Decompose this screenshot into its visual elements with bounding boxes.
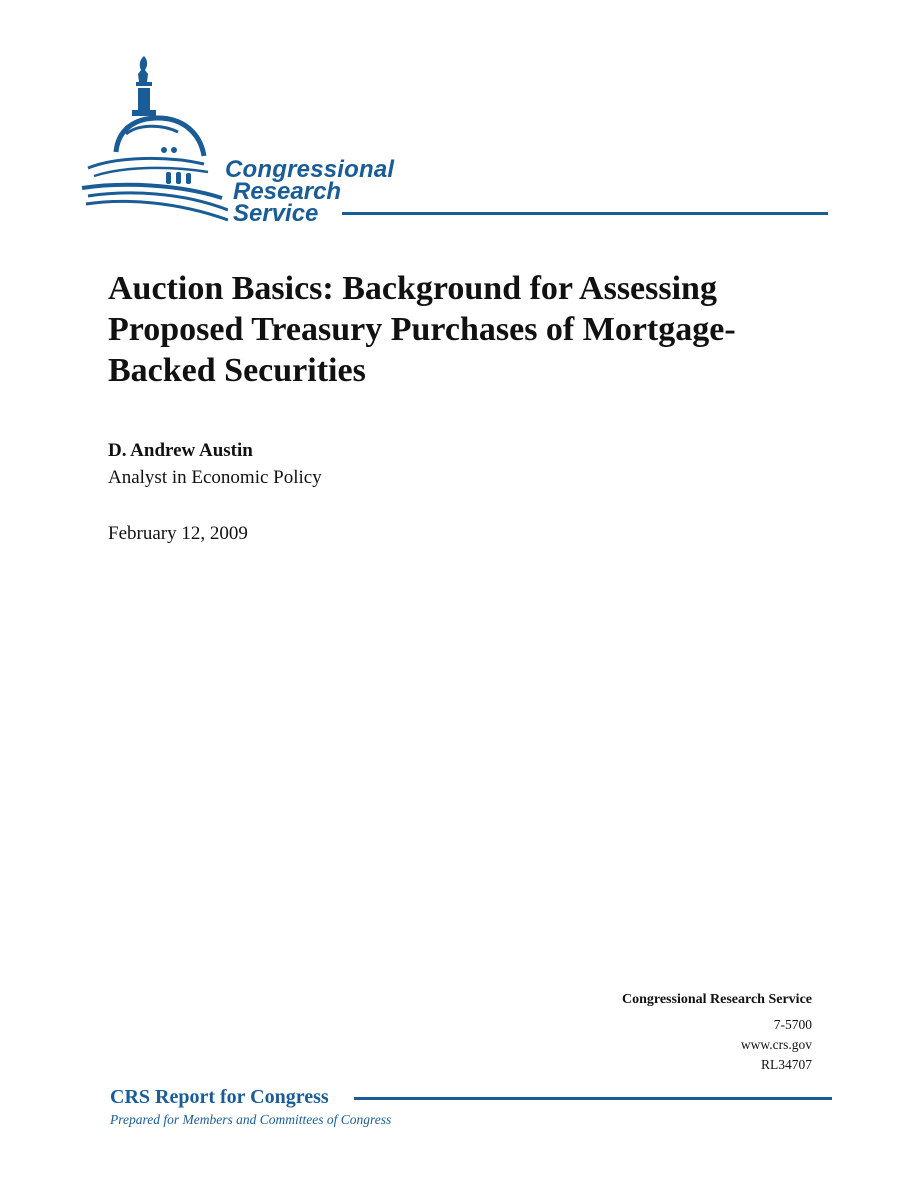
info-phone: 7-5700	[773, 1017, 812, 1032]
crs-logo	[78, 52, 838, 227]
author-name: D. Andrew Austin	[108, 440, 253, 461]
report-title: Auction Basics: Background for Assessing Proposed Treasury Purchases of Mortgage-Backed Securities	[108, 270, 736, 389]
capitol-dome-icon	[78, 52, 228, 224]
author-title: Analyst in Economic Policy	[108, 467, 322, 488]
logo-text-service: Service	[233, 200, 319, 227]
logo-divider	[342, 212, 828, 215]
info-organization: Congressional Research Service	[621, 992, 812, 1007]
logo-text-research: Research	[233, 178, 342, 205]
report-info	[622, 990, 812, 1075]
info-report-number: RL34707	[760, 1057, 812, 1072]
footer-subtitle: Prepared for Members and Committees of Congress	[110, 1112, 392, 1127]
footer-divider	[354, 1097, 832, 1100]
report-date: February 12, 2009	[108, 523, 248, 544]
info-website: www.crs.gov	[740, 1037, 812, 1052]
footer-title: CRS Report for Congress	[110, 1086, 329, 1108]
logo-text-congressional: Congressional	[225, 156, 395, 183]
